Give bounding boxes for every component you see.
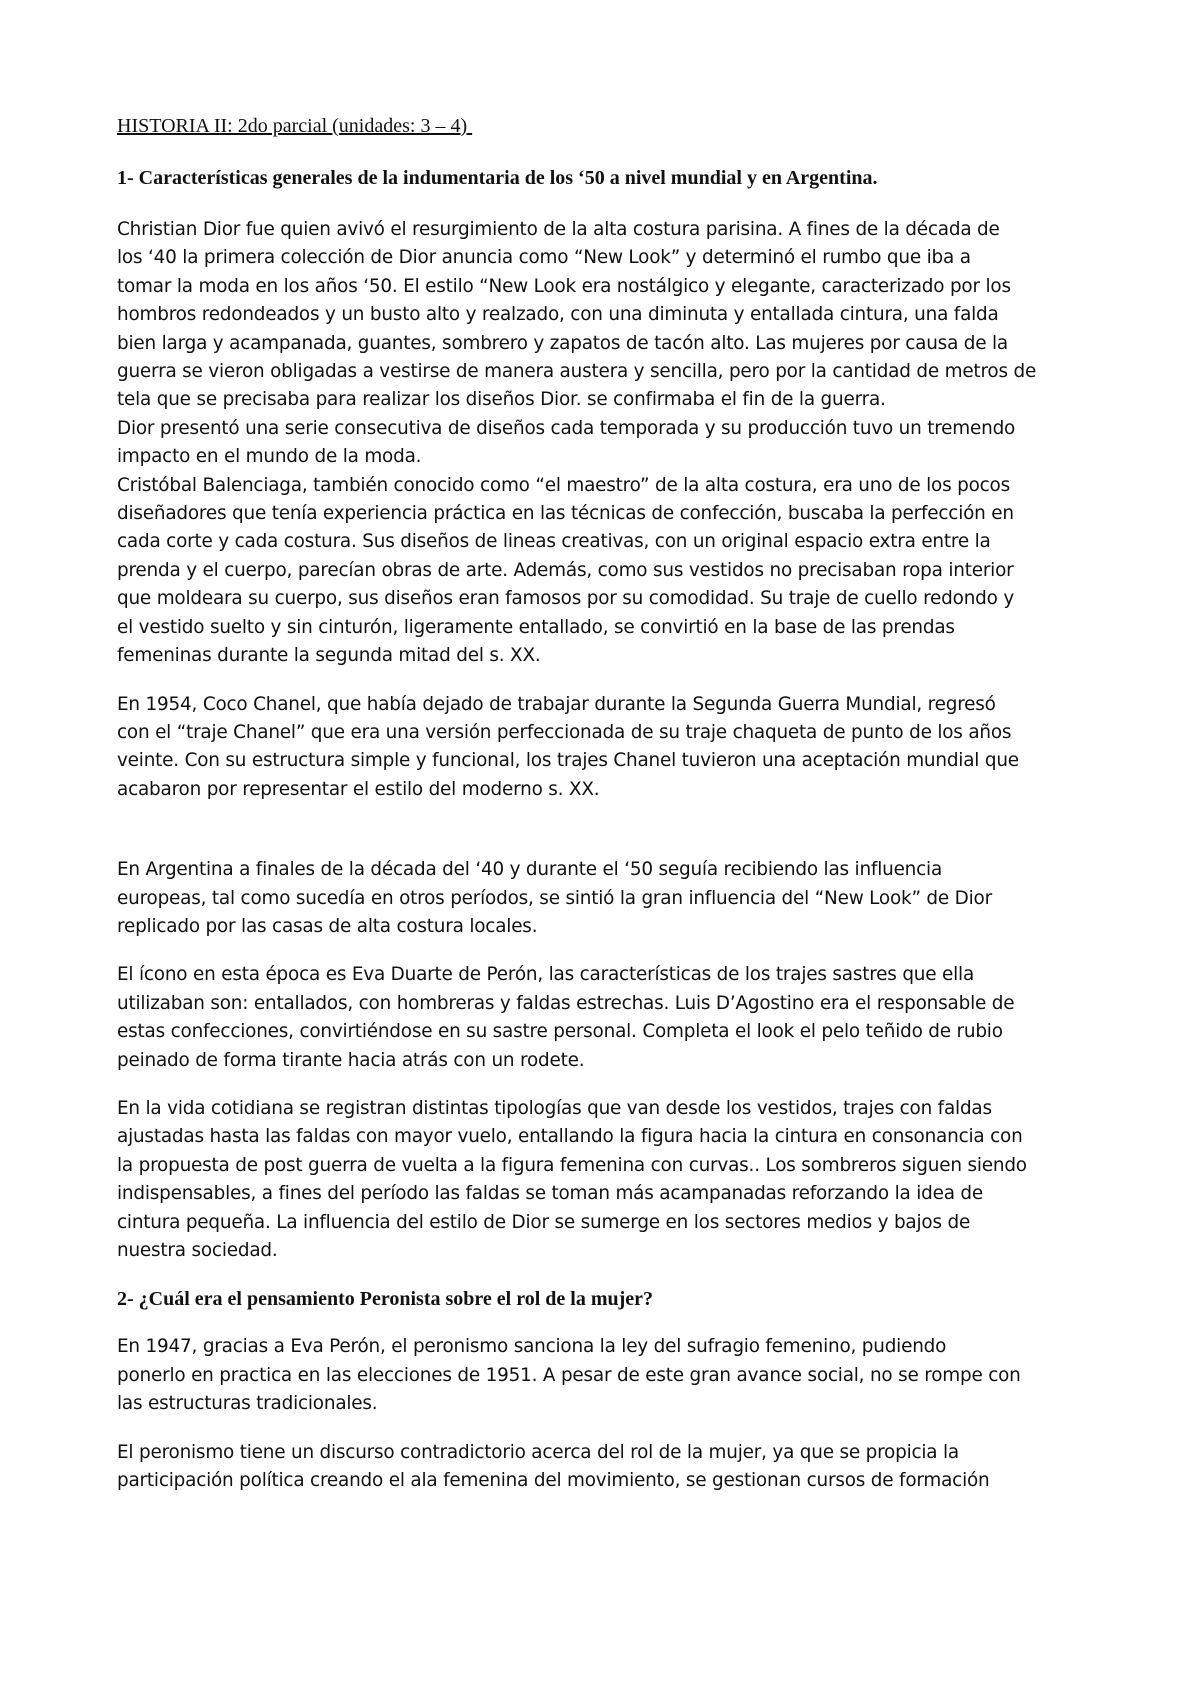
text-line: que moldeara su cuerpo, sus diseños eran famosos por su comodidad. Su traje de cuello redondo y xyxy=(117,588,1015,610)
text-line: tomar la moda en los años ‘50. El estilo “New Look era nostálgico y elegante, caracterizado por los xyxy=(117,275,1011,297)
text-line: las estructuras tradicionales. xyxy=(117,1393,378,1415)
text-line: acabaron por representar el estilo del moderno s. XX. xyxy=(117,778,600,800)
text-line: utilizaban son: entallados, con hombreras y faldas estrechas. Luis D’Agostino era el responsable de xyxy=(117,992,1015,1014)
text-line: En 1954, Coco Chanel, que había dejado de trabajar durante la Segunda Guerra Mundial, regresó xyxy=(117,693,996,715)
text-line: prenda y el cuerpo, parecían obras de arte. Además, como sus vestidos no precisaban ropa interior xyxy=(117,559,1014,581)
text-line: El peronismo tiene un discurso contradictorio acerca del rol de la mujer, ya que se propicia la xyxy=(117,1441,960,1463)
text-line: los ‘40 la primera colección de Dior anuncia como “New Look” y determinó el rumbo que iba a xyxy=(117,247,971,269)
text-line: diseñadores que tenía experiencia práctica en las técnicas de confección, buscaba la perfección en xyxy=(117,503,1014,525)
text-line: Christian Dior fue quien avivó el resurgimiento de la alta costura parisina. A fines de la década de xyxy=(117,219,1000,240)
paragraph-vida-cotidiana xyxy=(117,1095,1097,1265)
text-line: veinte. Con su estructura simple y funcional, los trajes Chanel tuvieron una aceptación mundial que xyxy=(117,750,1019,772)
text-line: peinado de forma tirante hacia atrás con un rodete. xyxy=(117,1049,585,1071)
text-line: guerra se vieron obligadas a vestirse de manera austera y sencilla, pero por la cantidad de metros de xyxy=(117,361,1037,383)
document-page xyxy=(117,112,1097,1495)
text-line: En la vida cotidiana se registran distintas tipologías que van desde los vestidos, trajes con faldas xyxy=(117,1097,992,1119)
text-line: nuestra sociedad. xyxy=(117,1240,278,1261)
section-2-heading: 2- ¿Cuál era el pensamiento Peronista sobre el rol de la mujer? xyxy=(117,1288,654,1311)
text-line: estas confecciones, convirtiéndose en su sastre personal. Completa el look el pelo teñido de rubio xyxy=(117,1021,1003,1043)
text-line: con el “traje Chanel” que era una versión perfeccionada de su traje chaqueta de punto de los años xyxy=(117,721,1012,743)
text-line: ajustadas hasta las faldas con mayor vuelo, entallando la figura hacia la cintura en consonancia con xyxy=(117,1126,1023,1148)
text-line: cada corte y cada costura. Sus diseños de lineas creativas, con un original espacio extra entre la xyxy=(117,531,991,553)
text-line: En Argentina a finales de la década del ‘40 y durante el ‘50 seguía recibiendo las influencia xyxy=(117,859,943,881)
text-line: bien larga y acampanada, guantes, sombrero y zapatos de tacón alto. Las mujeres por causa de la xyxy=(117,332,1008,354)
text-line: En 1947, gracias a Eva Perón, el peronismo sanciona la ley del sufragio femenino, pudiendo xyxy=(117,1336,947,1358)
document-title: HISTORIA II: 2do parcial (unidades: 3 – 4) xyxy=(117,115,473,137)
section-1-heading: 1- Características generales de la indumentaria de los ‘50 a nivel mundial y en Argentina. xyxy=(117,167,878,189)
text-line: Dior presentó una serie consecutiva de diseños cada temporada y su producción tuvo un tremendo xyxy=(117,417,1016,439)
text-line: indispensables, a fines del período las faldas se toman más acampanadas reforzando la idea de xyxy=(117,1183,983,1205)
text-line: Cristóbal Balenciaga, también conocido como “el maestro” de la alta costura, era uno de los pocos xyxy=(117,474,1010,496)
paragraph-chanel xyxy=(117,691,1097,805)
text-line: ponerlo en practica en las elecciones de 1951. A pesar de este gran avance social, no se rompe con xyxy=(117,1364,1021,1386)
text-line: hombros redondeados y un busto alto y realzado, con una diminuta y entallada cintura, una falda xyxy=(117,304,999,326)
text-line: participación política creando el ala femenina del movimiento, se gestionan cursos de formación xyxy=(117,1470,990,1492)
text-line: el vestido suelto y sin cinturón, ligeramente entallado, se convirtió en la base de las prendas xyxy=(117,616,955,638)
paragraph-argentina xyxy=(117,856,1097,941)
text-line: la propuesta de post guerra de vuelta a la figura femenina con curvas.. Los sombreros siguen siendo xyxy=(117,1154,1027,1176)
text-line: cintura pequeña. La influencia del estilo de Dior se sumerge en los sectores medios y bajos de xyxy=(117,1211,971,1233)
paragraph-sufragio xyxy=(117,1333,1097,1418)
text-line: impacto en el mundo de la moda. xyxy=(117,446,422,468)
paragraph-dior-balenciaga xyxy=(117,216,1097,671)
text-line: El ícono en esta época es Eva Duarte de Perón, las características de los trajes sastres que ella xyxy=(117,964,975,986)
text-line: femeninas durante la segunda mitad del s. XX. xyxy=(117,645,541,667)
text-line: replicado por las casas de alta costura locales. xyxy=(117,915,538,937)
text-line: europeas, tal como sucedía en otros períodos, se sintió la gran influencia del “New Look” de Dior xyxy=(117,887,992,909)
paragraph-eva-peron xyxy=(117,961,1097,1075)
text-line: tela que se precisaba para realizar los diseños Dior. se confirmaba el fin de la guerra. xyxy=(117,389,886,411)
paragraph-discurso xyxy=(117,1439,1097,1496)
